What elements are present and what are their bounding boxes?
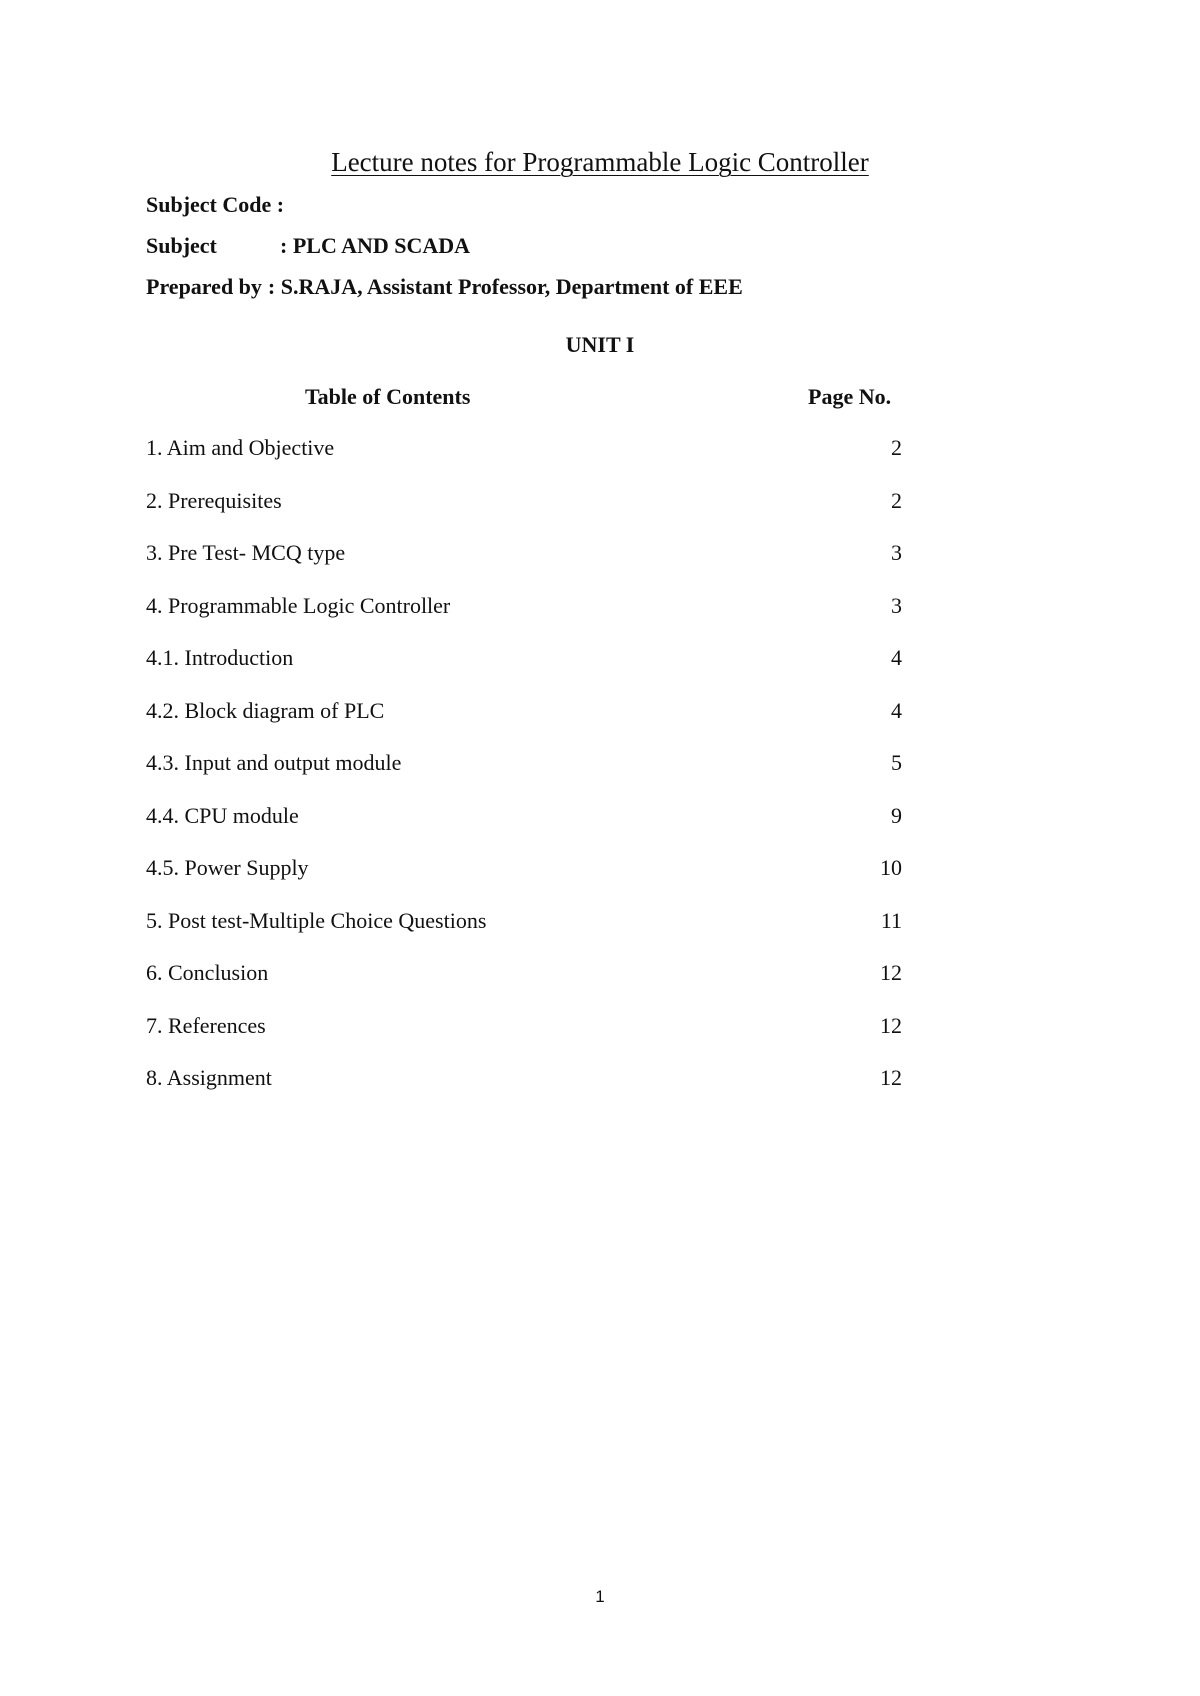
toc-page: 4 (891, 697, 902, 723)
page-number: 1 (595, 1587, 605, 1606)
toc-entry: 4.5. Power Supply (146, 855, 309, 880)
toc-entry: 2. Prerequisites (146, 487, 282, 513)
toc-page: 9 (891, 802, 902, 828)
toc-page: 2 (891, 487, 902, 513)
toc-page: 3 (891, 540, 902, 565)
toc-header-page: Page No. (808, 384, 892, 409)
toc-item (146, 959, 906, 1012)
toc-item (146, 749, 906, 802)
toc-entry: 8. Assignment (146, 1065, 272, 1090)
toc-entry: 4. Programmable Logic Controller (146, 592, 451, 618)
toc-item (146, 1012, 906, 1065)
toc-entry: 3. Pre Test- MCQ type (146, 540, 346, 565)
subject-label: Subject (146, 233, 217, 258)
toc-item (146, 644, 906, 697)
prepared-by-label: Prepared by (146, 274, 262, 299)
toc-entry: 5. Post test-Multiple Choice Questions (146, 907, 487, 933)
toc-item (146, 854, 906, 907)
toc-item (146, 434, 906, 487)
unit-heading: UNIT I (565, 332, 635, 357)
toc-item (146, 1064, 906, 1117)
toc-item (146, 907, 906, 960)
subject-code-label: Subject Code : (146, 192, 285, 217)
subject-row (146, 232, 470, 260)
toc-item (146, 592, 906, 645)
toc-page: 12 (880, 1065, 902, 1090)
toc-page: 3 (891, 592, 902, 618)
toc-entry: 4.3. Input and output module (146, 750, 402, 775)
toc-entry: 4.4. CPU module (146, 802, 299, 828)
toc-page: 4 (891, 645, 902, 670)
toc-entry: 4.1. Introduction (146, 645, 294, 670)
toc-page: 11 (880, 907, 902, 933)
prepared-by-value: : S.RAJA, Assistant Professor, Department of EEE (267, 274, 743, 299)
toc-page: 5 (891, 750, 902, 775)
table-of-contents (146, 434, 906, 1117)
toc-page: 10 (880, 855, 902, 880)
toc-item (146, 697, 906, 750)
toc-entry: 1. Aim and Objective (146, 435, 335, 460)
subject-value: : PLC AND SCADA (280, 233, 471, 258)
toc-item (146, 802, 906, 855)
toc-entry: 7. References (146, 1012, 266, 1038)
toc-header-contents: Table of Contents (305, 384, 471, 409)
toc-item (146, 539, 906, 592)
prepared-by-row (146, 273, 743, 301)
document-title: Lecture notes for Programmable Logic Controller (331, 147, 869, 177)
subject-code-row (146, 191, 284, 219)
toc-entry: 4.2. Block diagram of PLC (146, 697, 385, 723)
toc-page: 2 (891, 435, 902, 460)
toc-page: 12 (880, 1012, 902, 1038)
toc-item (146, 487, 906, 540)
toc-page: 12 (880, 960, 902, 985)
toc-entry: 6. Conclusion (146, 960, 269, 985)
